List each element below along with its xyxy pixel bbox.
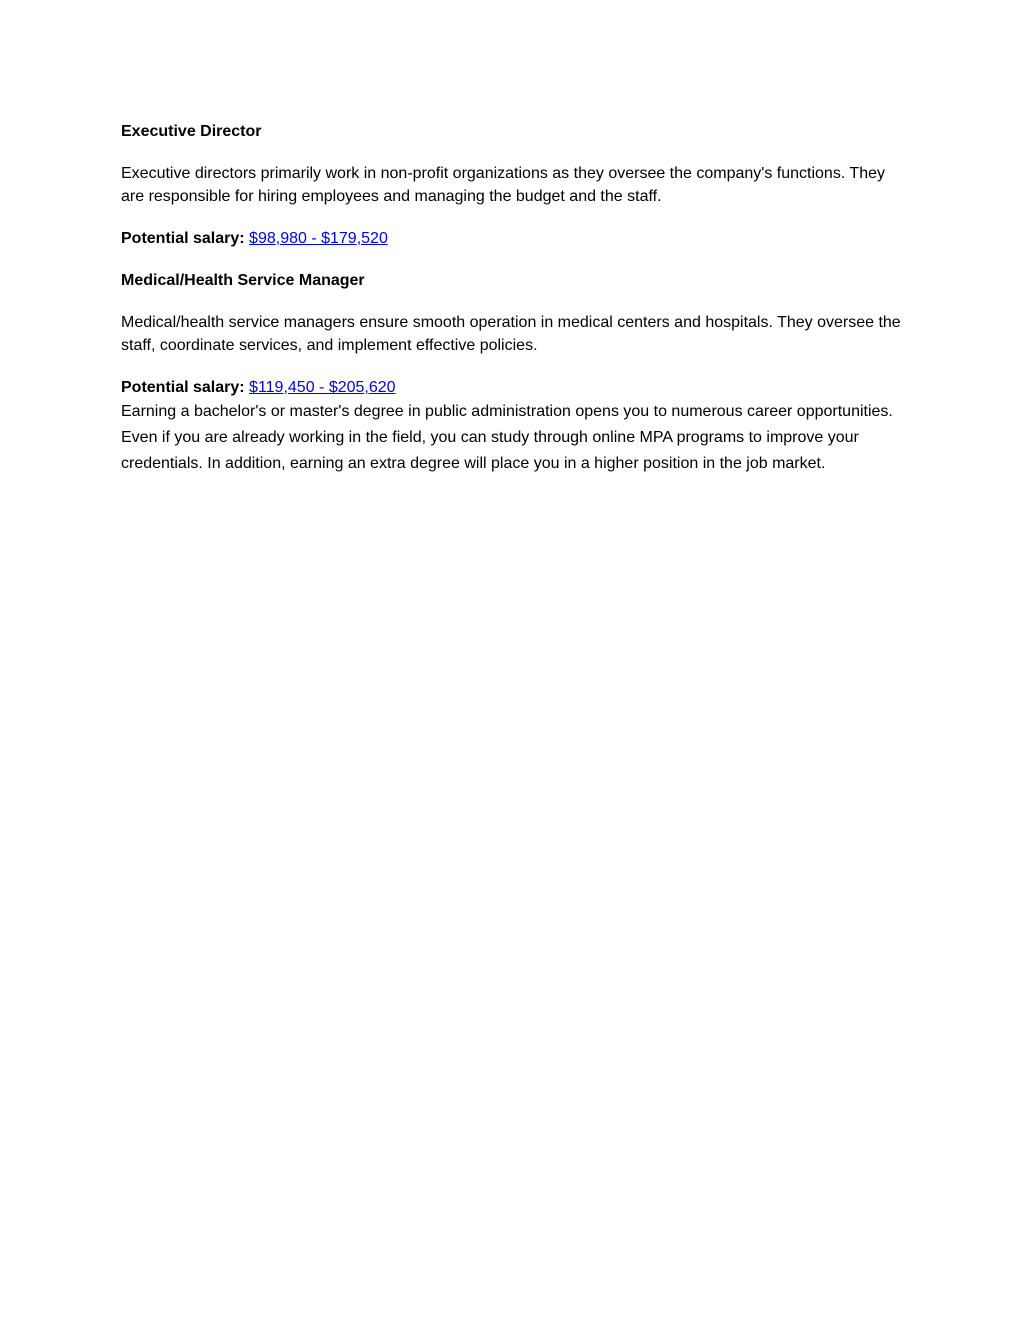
section-description-medical-health-service-manager: Medical/health service managers ensure smooth operation in medical centers and hospitals. They oversee the staff, coordinate services, and implement effective policies. <box>121 314 901 354</box>
section-description-executive-director: Executive directors primarily work in non-profit organizations as they oversee the company's functions. They are responsible for hiring employees and managing the budget and the staff. <box>121 165 885 205</box>
section-title-medical-health-service-manager: Medical/Health Service Manager <box>121 272 365 289</box>
salary-range-link-medical-health-service-manager[interactable]: $119,450 - $205,620 <box>249 379 396 396</box>
document-page <box>121 120 901 477</box>
salary-label: Potential salary: <box>121 230 250 247</box>
salary-range-link-executive-director[interactable]: $98,980 - $179,520 <box>249 230 388 247</box>
salary-label: Potential salary: <box>121 379 250 396</box>
salary-line-medical-health-service-manager <box>121 376 901 399</box>
closing-paragraph: Earning a bachelor's or master's degree in public administration opens you to numerous career opportunities. Even if you are already working in the field, you can study through online MPA programs to improve your credentials. In addition, earning an extra degree will place you in a higher position in the job market. <box>121 403 893 472</box>
salary-line-executive-director <box>121 227 901 250</box>
section-title-executive-director: Executive Director <box>121 123 262 140</box>
